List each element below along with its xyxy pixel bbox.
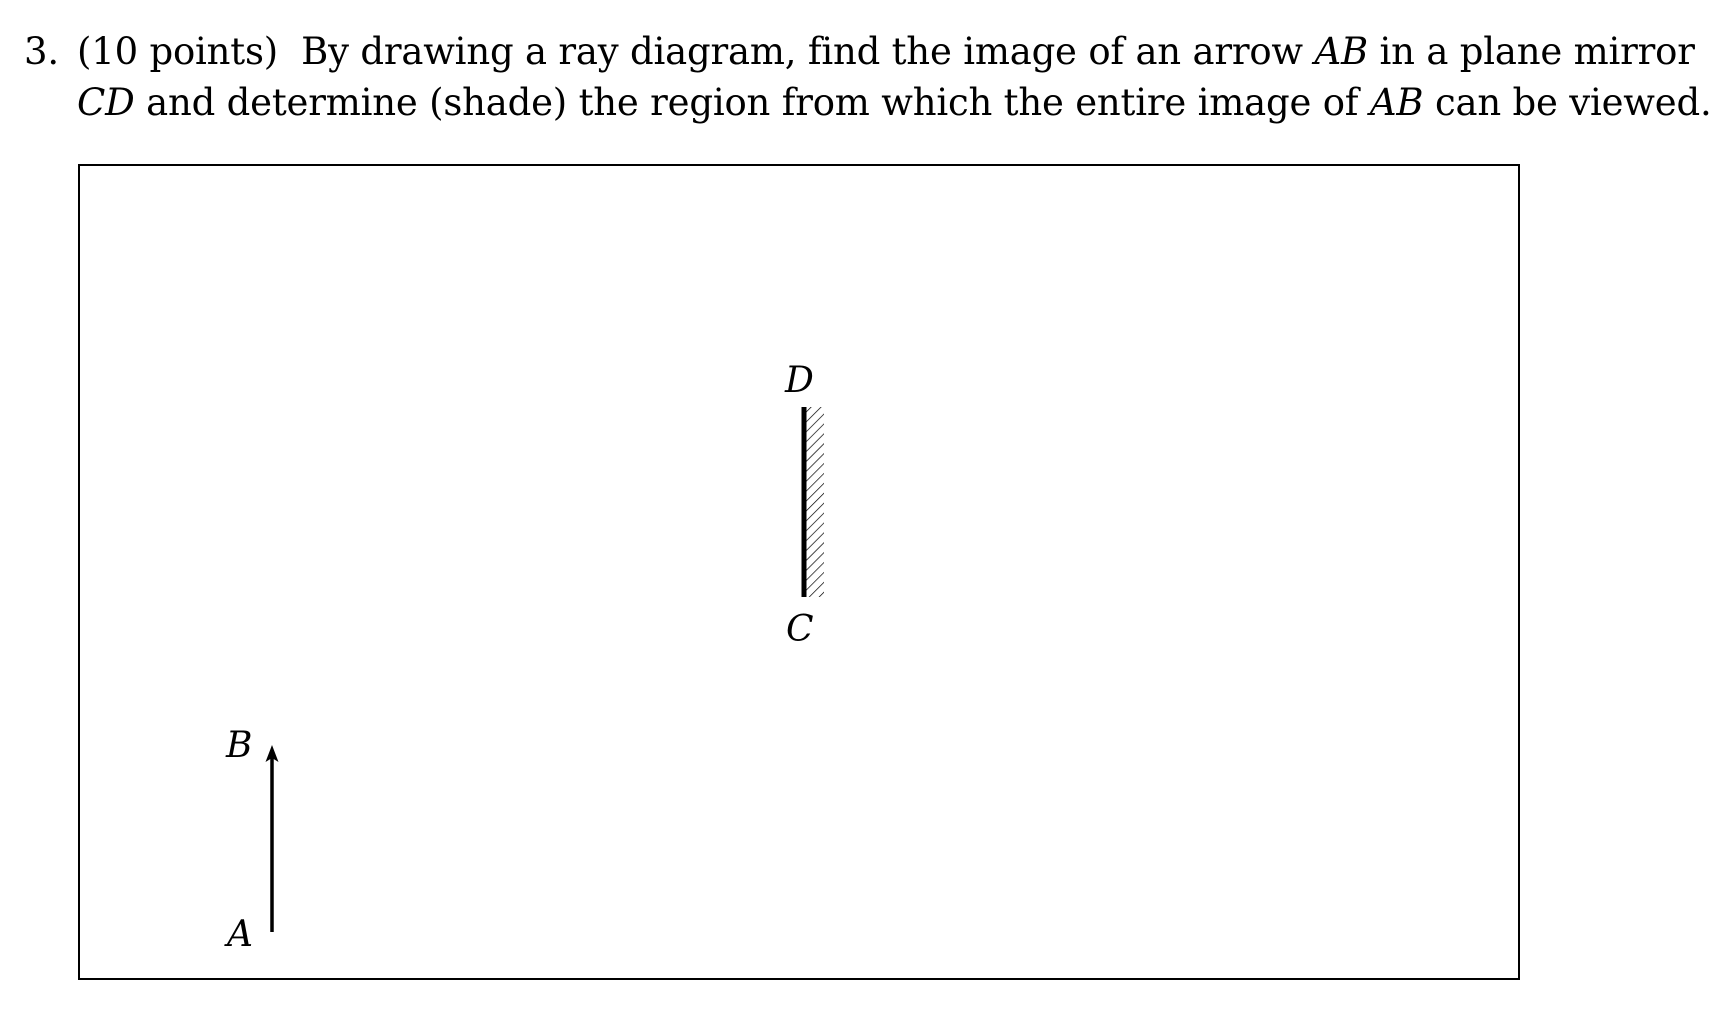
var-cd: CD	[77, 81, 135, 124]
mirror-cd	[804, 407, 824, 597]
problem-points: (10 points)	[77, 30, 278, 73]
label-a: A	[227, 914, 253, 955]
problem-text-1: By drawing a ray diagram, find the image of an arrow	[301, 30, 1303, 73]
problem-text-4: can be viewed.	[1434, 81, 1712, 124]
label-d: D	[785, 360, 814, 401]
var-ab-2: AB	[1369, 81, 1424, 124]
label-b: B	[226, 725, 253, 766]
problem-text-3: and determine (shade) the region from which the entire image of	[146, 81, 1359, 124]
problem-number: 3.	[24, 30, 59, 73]
mirror-hatching	[804, 407, 824, 597]
arrow-ab	[266, 745, 279, 932]
var-ab: AB	[1314, 30, 1368, 73]
label-c: C	[786, 609, 814, 650]
problem-text-2: in a plane mirror	[1379, 30, 1695, 73]
